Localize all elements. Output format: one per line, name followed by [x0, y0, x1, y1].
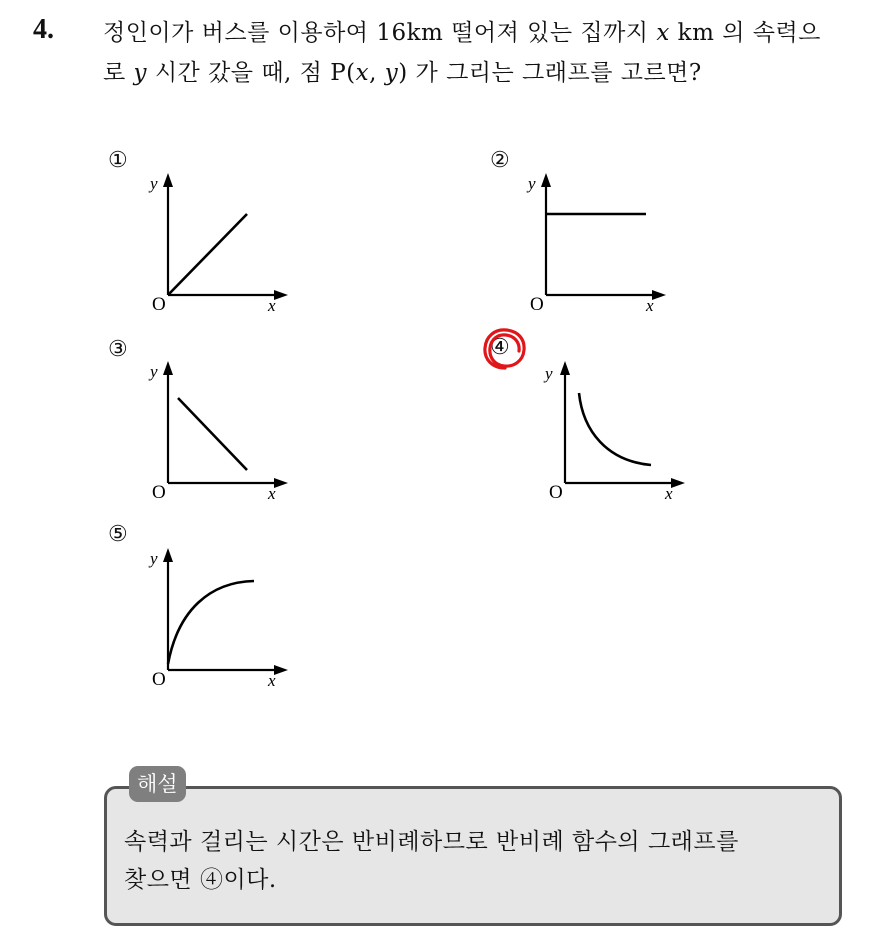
choice-4-label[interactable]: ④ — [490, 335, 510, 360]
y-axis-label: y — [150, 549, 158, 568]
graph-curve — [168, 581, 254, 664]
answer-mark-icon — [480, 324, 530, 374]
x-axis-label: x — [665, 484, 673, 503]
question-text-line1: 정인이가 버스를 이용하여 16km 떨어져 있는 집까지 x km 의 속력으 — [103, 20, 821, 46]
x-axis-arrow-icon — [274, 665, 288, 675]
choice-3-label[interactable]: ③ — [108, 337, 128, 362]
x-axis-arrow-icon — [274, 478, 288, 488]
y-axis-label: y — [528, 174, 536, 193]
choice-5-graph — [130, 540, 300, 690]
x-axis-arrow-icon — [671, 478, 685, 488]
x-axis-label: x — [268, 484, 276, 503]
x-axis-label: x — [646, 296, 654, 315]
choice-5-label[interactable]: ⑤ — [108, 522, 128, 547]
choice-1-graph — [130, 165, 300, 315]
question-text-line2: 로 y 시간 갔을 때, 점 P(x, y) 가 그리는 그래프를 고르면? — [103, 60, 702, 86]
origin-label: O — [152, 482, 166, 503]
choice-2-graph — [508, 165, 678, 315]
x-axis-label: x — [268, 671, 276, 690]
x-axis-arrow-icon — [274, 290, 288, 300]
solution-box — [104, 786, 842, 926]
origin-label: O — [152, 294, 166, 315]
origin-label: O — [530, 294, 544, 315]
origin-label: O — [549, 482, 563, 503]
choice-2-label[interactable]: ② — [490, 148, 510, 173]
solution-text-line1: 속력과 걸리는 시간은 반비례하므로 반비례 함수의 그래프를 — [124, 829, 739, 855]
solution-text-line2: 찾으면 ④이다. — [124, 867, 277, 893]
y-axis-arrow-icon — [163, 173, 173, 187]
y-axis-arrow-icon — [163, 361, 173, 375]
question-number: 4. — [33, 14, 54, 45]
graph-curve — [178, 398, 247, 470]
choice-1-label[interactable]: ① — [108, 148, 128, 173]
y-axis-label: y — [545, 364, 553, 383]
y-axis-label: y — [150, 362, 158, 381]
y-axis-arrow-icon — [163, 548, 173, 562]
solution-tag: 해설 — [129, 766, 186, 802]
choice-4-graph — [527, 353, 697, 503]
y-axis-label: y — [150, 174, 158, 193]
y-axis-arrow-icon — [560, 361, 570, 375]
graph-curve — [579, 393, 651, 465]
x-axis-label: x — [268, 296, 276, 315]
choice-3-graph — [130, 353, 300, 503]
origin-label: O — [152, 669, 166, 690]
y-axis-arrow-icon — [541, 173, 551, 187]
graph-curve — [168, 214, 247, 295]
x-axis-arrow-icon — [652, 290, 666, 300]
